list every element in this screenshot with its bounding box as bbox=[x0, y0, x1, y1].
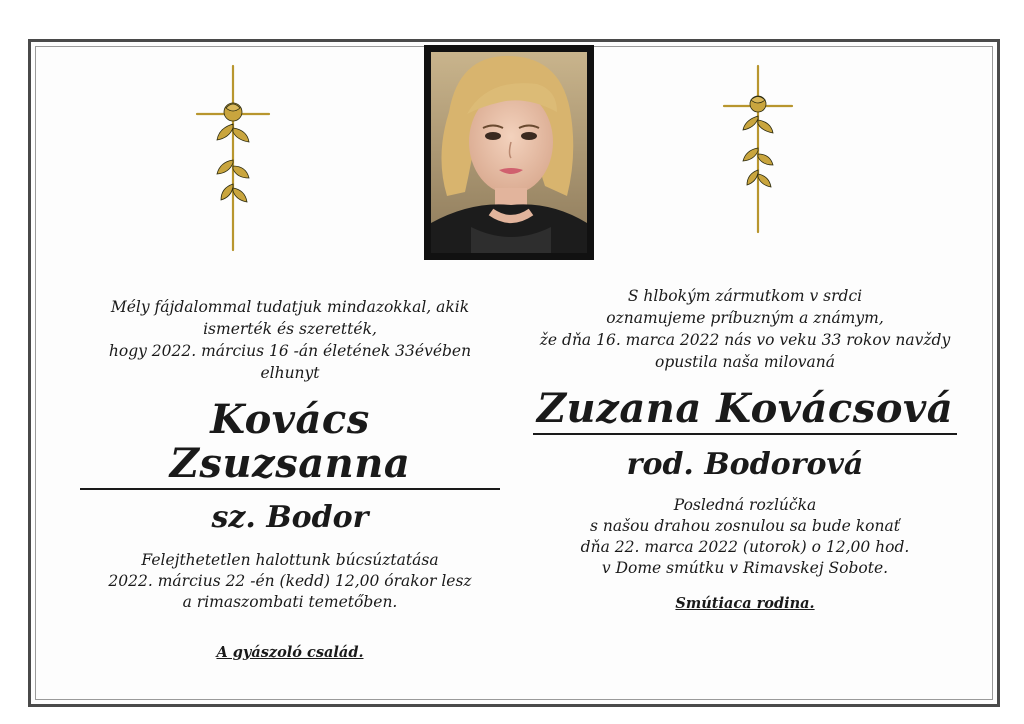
maiden-name: sz. Bodor bbox=[211, 500, 369, 535]
funeral-details bbox=[520, 495, 970, 579]
intro-line: hogy 2022. március 16 -án életének 33évében bbox=[108, 342, 472, 360]
intro-line: S hlbokým zármutkom v srdci bbox=[627, 287, 863, 305]
intro-line: ismerték és szerették, bbox=[203, 320, 377, 338]
rose-cross-icon-left bbox=[193, 62, 273, 254]
funeral-line: v Dome smútku v Rimavskej Sobote. bbox=[601, 559, 889, 577]
intro-line: že dňa 16. marca 2022 nás vo veku 33 rokov navždy bbox=[539, 331, 951, 349]
deceased-name: Zuzana Kovácsová bbox=[533, 387, 957, 435]
funeral-line: s našou drahou zosnulou sa bude konať bbox=[590, 517, 900, 535]
funeral-line: Felejthetetlen halottunk búcsúztatása bbox=[141, 551, 439, 569]
portrait-photo-icon bbox=[431, 52, 587, 253]
funeral-line: dňa 22. marca 2022 (utorok) o 12,00 hod. bbox=[580, 538, 910, 556]
hungarian-notice bbox=[80, 296, 500, 661]
deceased-name: Kovács Zsuzsanna bbox=[80, 398, 500, 490]
portrait-photo bbox=[424, 45, 594, 260]
funeral-line: 2022. március 22 -én (kedd) 12,00 órakor lesz bbox=[108, 572, 472, 590]
rose-cross-icon-right bbox=[720, 62, 796, 237]
slovak-intro bbox=[520, 285, 970, 373]
intro-line: oznamujeme príbuzným a známym, bbox=[606, 309, 884, 327]
family-signature: A gyászoló család. bbox=[216, 644, 364, 661]
hungarian-intro bbox=[80, 296, 500, 384]
intro-line: Mély fájdalommal tudatjuk mindazokkal, akik bbox=[110, 298, 470, 316]
funeral-line: a rimaszombati temetőben. bbox=[182, 593, 398, 611]
maiden-name: rod. Bodorová bbox=[626, 447, 864, 482]
funeral-line: Posledná rozlúčka bbox=[673, 496, 817, 514]
intro-line: opustila naša milovaná bbox=[654, 353, 835, 371]
slovak-notice bbox=[520, 285, 970, 612]
intro-line: elhunyt bbox=[260, 364, 320, 382]
funeral-details bbox=[80, 550, 500, 613]
family-signature: Smútiaca rodina. bbox=[675, 595, 815, 612]
